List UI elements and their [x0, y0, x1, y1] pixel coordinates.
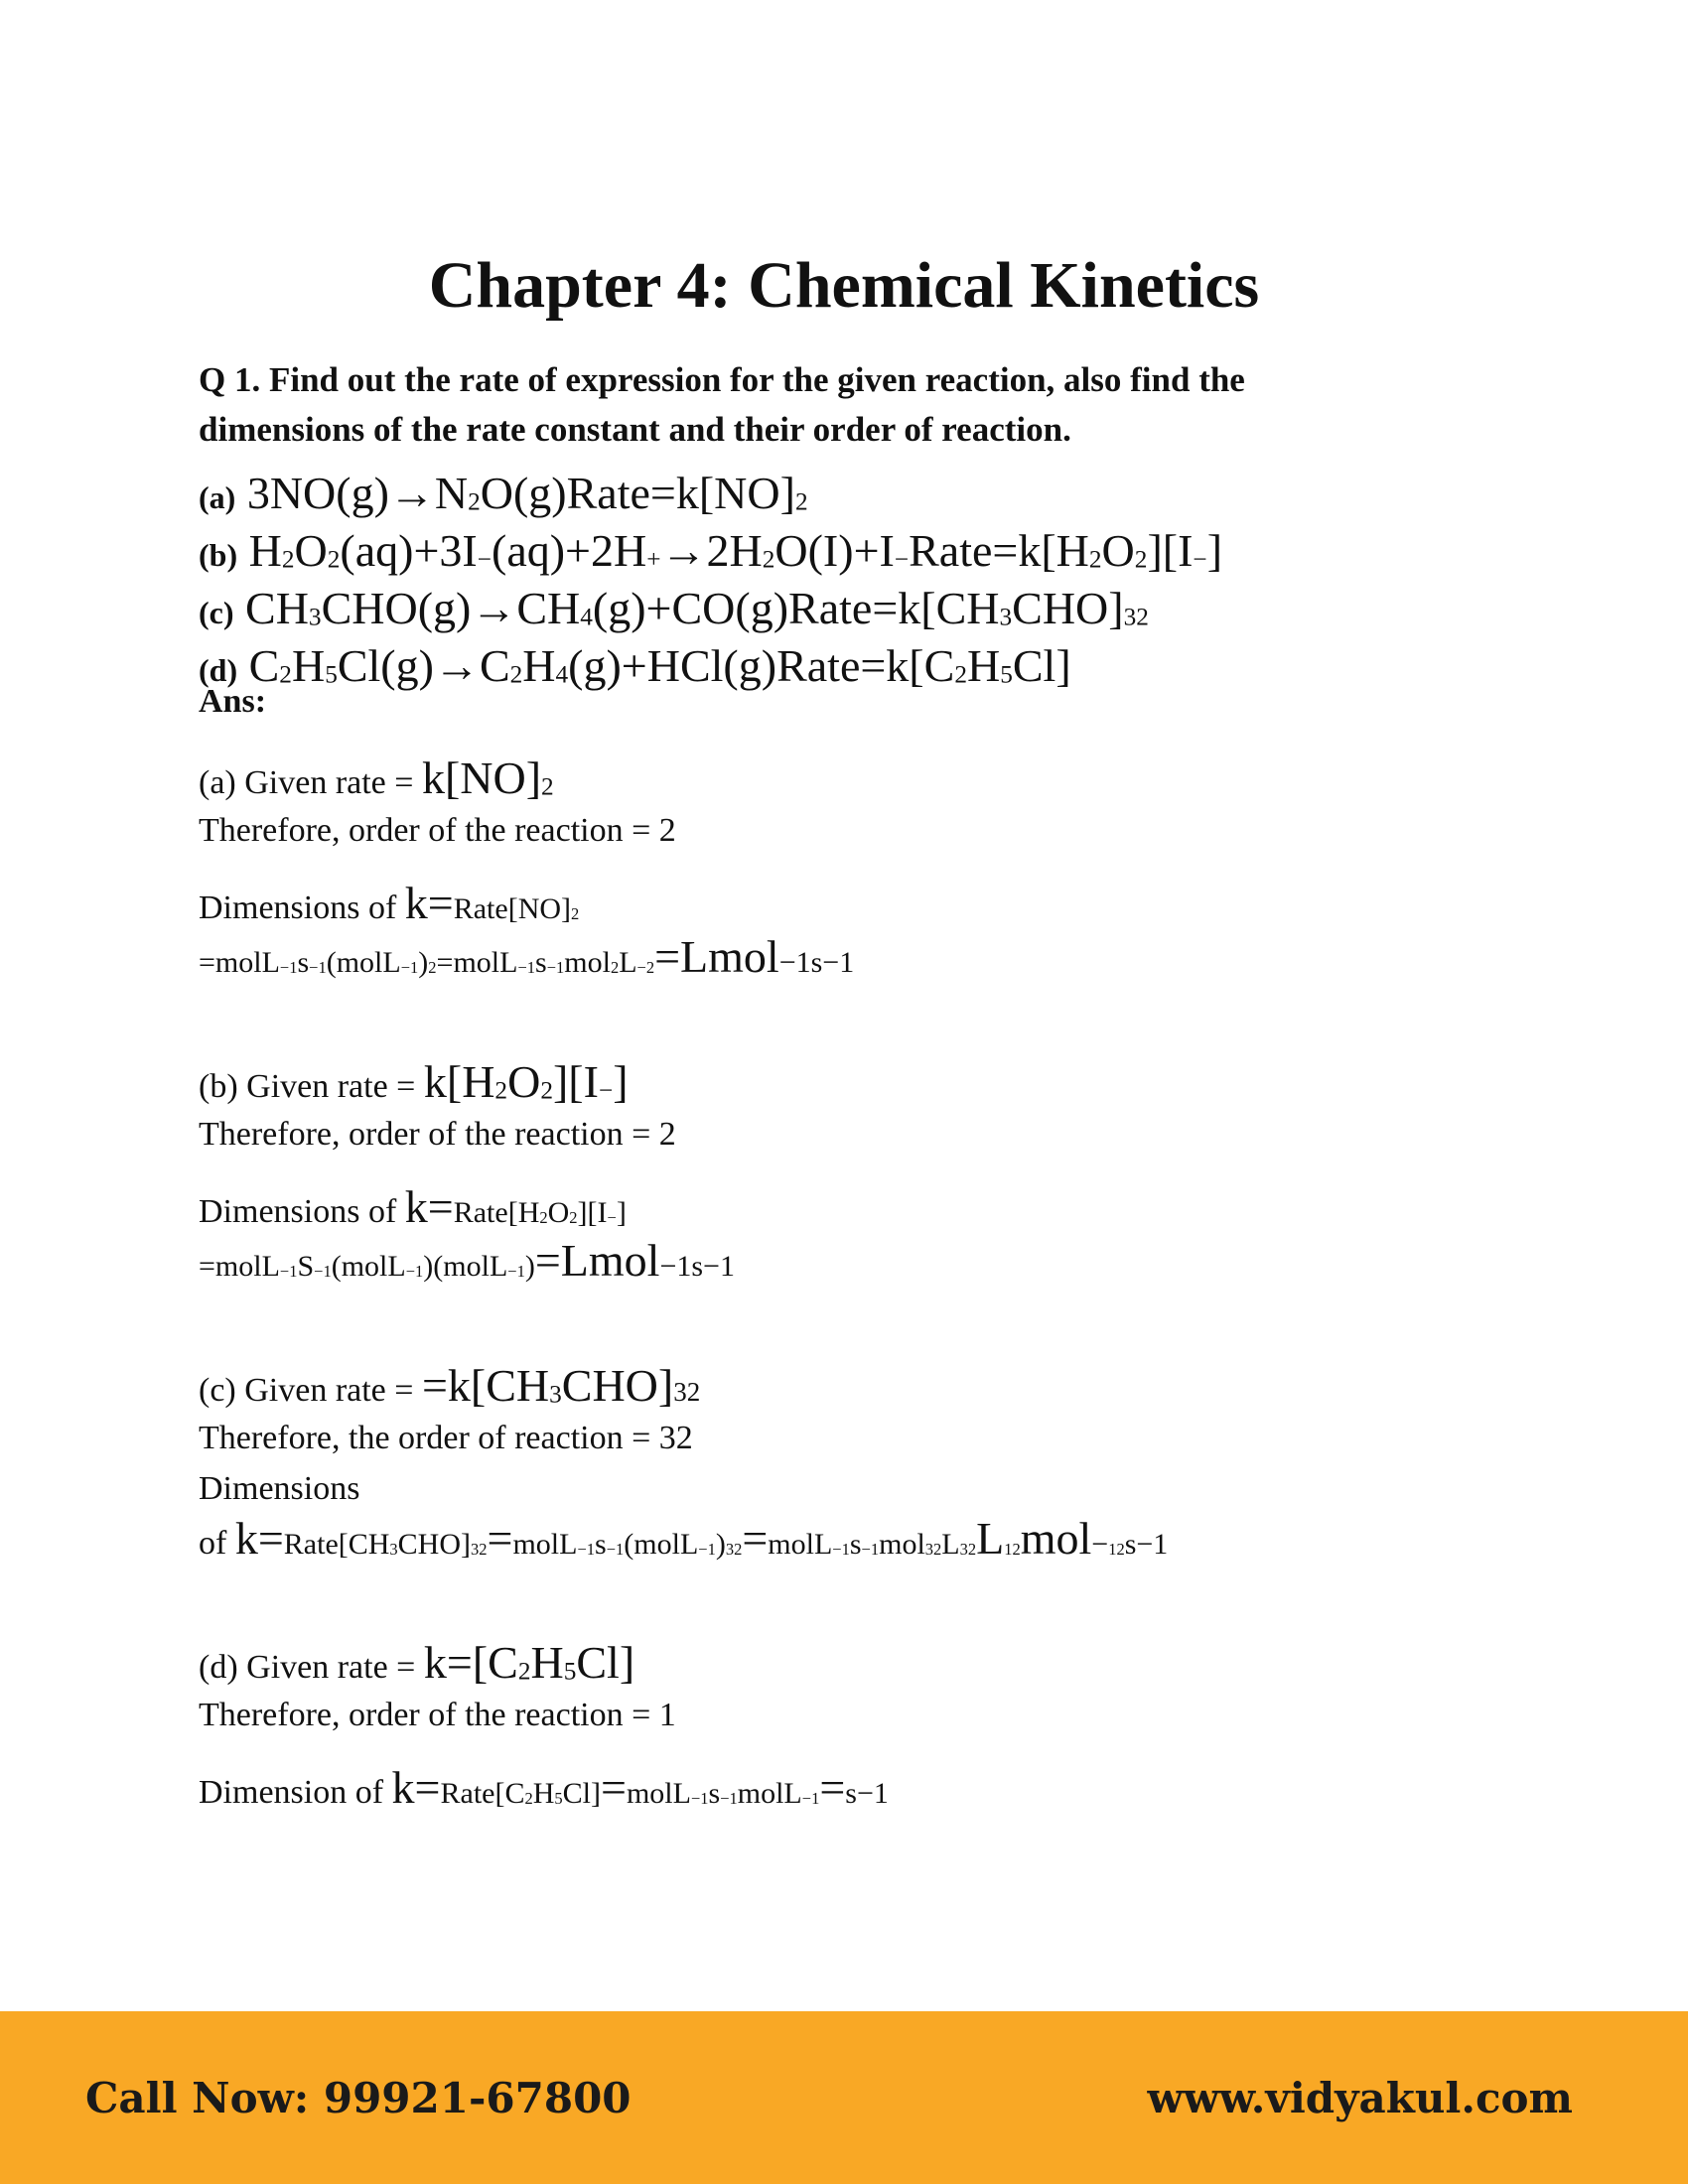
dimension-calc-b: $=molL_{-1}S_{-1}(molL_{-1})(molL_{-1})=Lmol-1s-1$ [199, 1235, 735, 1286]
reaction-c: (c) $CH_3CHO(g)\to CH_4(g)+CO(g)Rate=k[CH_3CHO]_{32}$ [199, 583, 1149, 633]
footer-bar [0, 2011, 1688, 2184]
reaction-list [199, 467, 1222, 697]
reaction-label: (c) [199, 595, 234, 630]
reaction-label: (b) [199, 537, 238, 573]
dimension-calc-c: of $k=Rate[CH_3CHO]_{32}=molL_{-1}s_{-1}(molL_{-1})_{32}=molL_{-1}s_{-1}mol_{32}L_{32}L_{12}mol-_{12}s-1$ [199, 1513, 1169, 1564]
order-a: Therefore, order of the reaction = 2 [199, 812, 676, 849]
given-prefix: (a) Given rate = [199, 764, 422, 801]
reaction-label: (d) [199, 652, 238, 688]
dim-prefix: of [199, 1525, 235, 1562]
order-d: Therefore, order of the reaction = 1 [199, 1697, 676, 1733]
given-prefix: (c) Given rate = [199, 1372, 422, 1409]
given-rate-d: (d) Given rate = $k=[C_2H_5Cl]$ [199, 1637, 635, 1688]
reaction-d: (d) $C_2H_5Cl(g)\to C_2H_4(g)+HCl(g)Rate=k[C_2H_5Cl]$ [199, 640, 1071, 691]
question-text: Q 1. Find out the rate of expression for the given reaction, also find the dimensions of the rate constant and their order of reaction. [199, 360, 1245, 449]
reaction-label: (a) [199, 479, 236, 515]
dimensions-d: Dimension of $k=Rate[C_2H_5Cl]=molL_{-1}s_{-1}molL_{-1}=s-1$ [199, 1762, 889, 1813]
order-c: Therefore, the order of reaction = 32 [199, 1420, 693, 1456]
call-now-text: Call Now: 99921-67800 [85, 2074, 632, 2122]
dimension-calc-a: $=molL_{-1}s_{-1}(molL_{-1})_2=molL_{-1}s_{-1}mol_2L_{-2}=Lmol-1s-1$ [199, 931, 855, 982]
dimensions-a: Dimensions of $k=Rate[NO]_2$ [199, 878, 580, 928]
dim-prefix: Dimensions of [199, 889, 405, 926]
dim-prefix: Dimension of [199, 1774, 392, 1811]
website-link[interactable]: www.vidyakul.com [1147, 2074, 1573, 2122]
reaction-a: (a) $3NO(g)\to N_2O(g)Rate=k[NO]_2$ [199, 468, 808, 518]
order-b: Therefore, order of the reaction = 2 [199, 1116, 676, 1153]
given-prefix: (d) Given rate = [199, 1649, 424, 1686]
dimensions-word-c: Dimensions [199, 1470, 360, 1507]
answer-label: Ans: [199, 683, 267, 720]
given-rate-a: (a) Given rate = $k[NO]_2$ [199, 752, 554, 803]
given-prefix: (b) Given rate = [199, 1068, 424, 1105]
given-rate-c: (c) Given rate = $=k[CH_3CHO]32$ [199, 1360, 701, 1411]
given-rate-b: (b) Given rate = $k[H_2O_2][I_-]$ [199, 1056, 629, 1107]
dimensions-b: Dimensions of $k=Rate[H_2O_2][I_-]$ [199, 1181, 627, 1232]
dim-prefix: Dimensions of [199, 1193, 405, 1230]
reaction-b: (b) $H_2O_2(aq)+3I_-(aq)+2H_+\to 2H_2O(I)+I_-Rate=k[H_2O_2][I_-]$ [199, 525, 1223, 576]
page-title: Chapter 4: Chemical Kinetics [428, 249, 1260, 322]
